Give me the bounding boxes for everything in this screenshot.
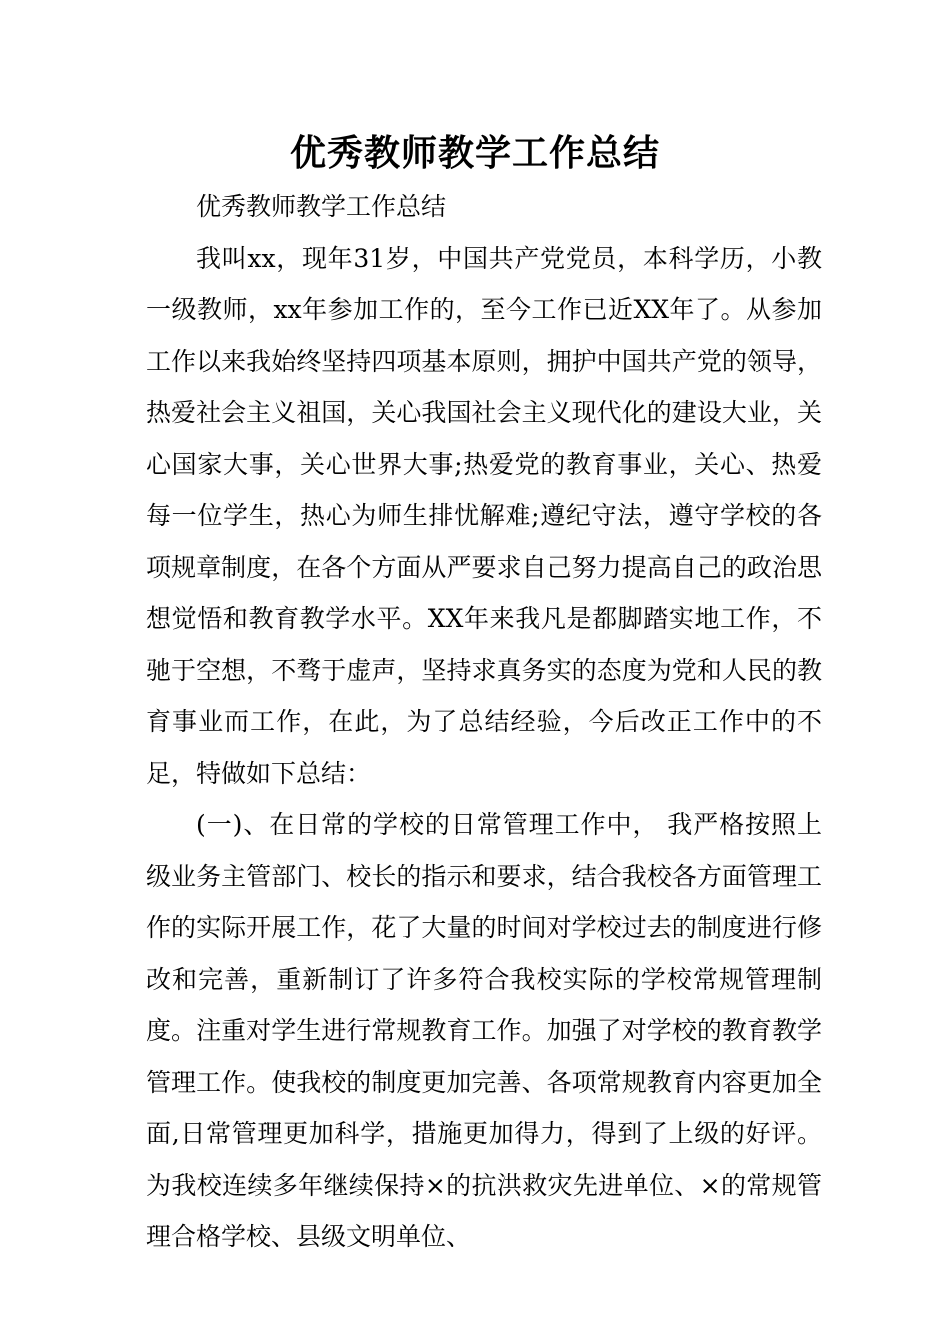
intro-paragraph: 我叫xx，现年31岁，中国共产党党员，本科学历，小教一级教师，xx年参加工作的，至今工作已近XX年了。从参加工作以来我始终坚持四项基本原则，拥护中国共产党的领导，热爱社会主义祖国，关心我国社会主义现代化的建设大业，关心国家大事，关心世界大事;热爱党的教育事业，关心、热爱每一位学生，热心为师生排忧解难;遵纪守法，遵守学校的各项规章制度，在各个方面从严要求自己努力提高自己的政治思想觉悟和教育教学水平。XX年来我凡是都脚踏实地工作，不驰于空想，不骛于虚声，坚持求真务实的态度为党和人民的教育事业而工作，在此，为了总结经验，今后改正工作中的不足，特做如下总结： <box>146 243 822 788</box>
document-title: 优秀教师教学工作总结 <box>289 132 660 174</box>
document-body <box>146 181 822 1263</box>
section-one-paragraph: (一)、在日常的学校的日常管理工作中， 我严格按照上级业务主管部门、校长的指示和要求，结合我校各方面管理工作的实际开展工作，花了大量的时间对学校过去的制度进行修改和完善，重新制订了许多符合我校实际的学校常规管理制度。注重对学生进行常规教育工作。加强了对学校的教育教学管理工作。使我校的制度更加完善、各项常规教育内容更加全面,日常管理更加科学，措施更加得力，得到了上级的好评。为我校连续多年继续保持×的抗洪救灾先进单位、×的常规管理合格学校、县级文明单位、 <box>146 810 822 1251</box>
subtitle-paragraph: 优秀教师教学工作总结 <box>196 192 447 221</box>
